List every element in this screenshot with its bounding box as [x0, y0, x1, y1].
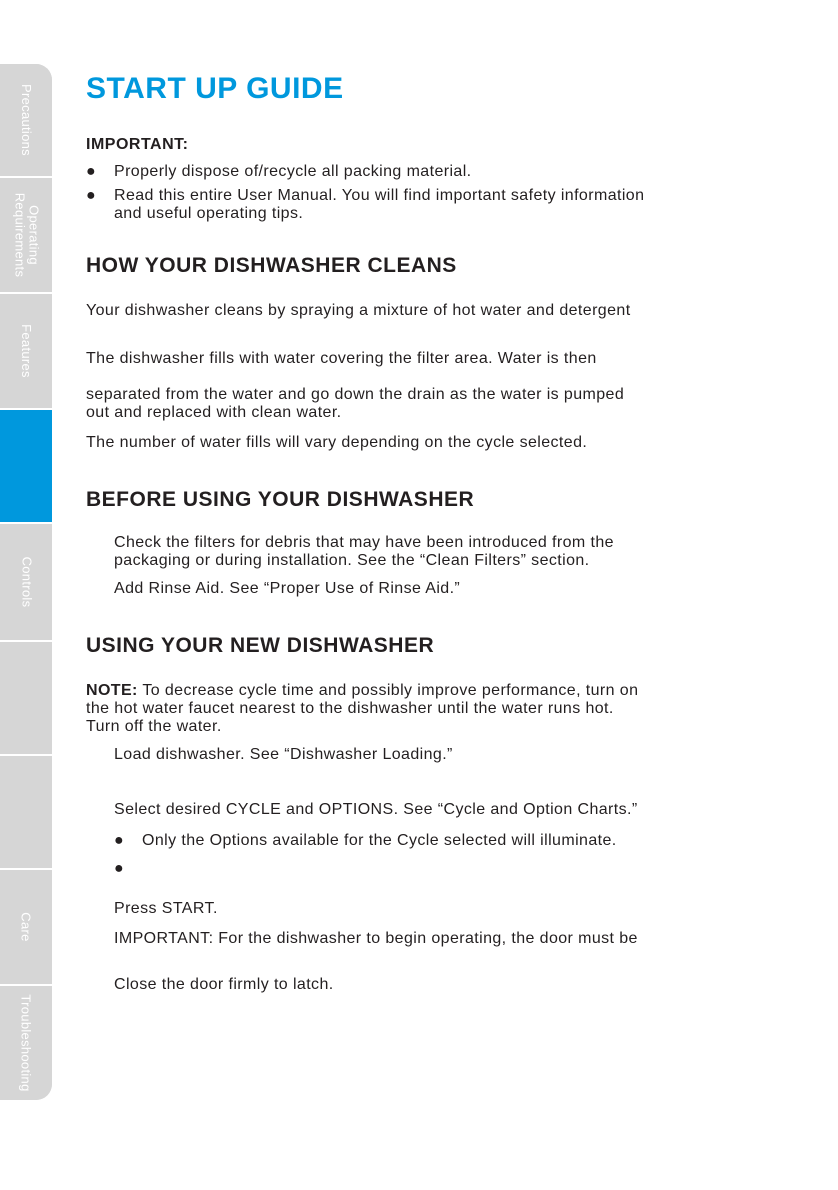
using-new-heading: USING YOUR NEW DISHWASHER [86, 634, 435, 657]
step-close-door: Close the door firmly to latch. [114, 976, 334, 993]
tab-startup-guide[interactable] [0, 410, 52, 524]
note-line-1 [86, 681, 638, 700]
tab-precautions[interactable] [0, 64, 52, 178]
important-label: IMPORTANT: [86, 136, 189, 153]
section-tabs-sidebar [0, 64, 52, 1100]
bullet-dot-icon: ● [114, 832, 125, 849]
before-using-item-2: Add Rinse Aid. See “Proper Use of Rinse Aid.” [114, 580, 461, 597]
how-cleans-paragraph-4: The number of water fills will vary depending on the cycle selected. [86, 434, 588, 451]
step-select-cycle: Select desired CYCLE and OPTIONS. See “Cycle and Option Charts.” [114, 801, 638, 818]
tab-controls[interactable] [0, 524, 52, 642]
step-press-start: Press START. [114, 900, 218, 917]
tab-troubleshooting-label: Troubleshooting [19, 994, 34, 1092]
tab-features[interactable] [0, 294, 52, 410]
note-label: NOTE: [86, 682, 138, 699]
before-using-item-1-line-1: Check the filters for debris that may have been introduced from the [114, 534, 614, 551]
tab-features-label: Features [19, 324, 35, 378]
tab-troubleshooting[interactable] [0, 986, 52, 1100]
before-using-heading: BEFORE USING YOUR DISHWASHER [86, 488, 475, 511]
note-line-3: Turn off the water. [86, 718, 222, 735]
before-using-item-1-line-2: packaging or during installation. See the “Clean Filters” section. [114, 552, 590, 569]
tab-section-7[interactable] [0, 756, 52, 870]
tab-operating-requirements-label: Operating Requirements [12, 192, 41, 278]
how-cleans-paragraph-3-line-2: out and replaced with clean water. [86, 404, 342, 421]
tab-care-label: Care [18, 912, 34, 942]
important-bullet-2-text: Read this entire User Manual. You will find important safety information [114, 187, 645, 204]
important-bullet-1-text: Properly dispose of/recycle all packing material. [114, 163, 472, 180]
tab-section-6[interactable] [0, 642, 52, 756]
bullet-dot-icon: ● [114, 860, 125, 877]
tab-care[interactable] [0, 870, 52, 986]
step-important-door: IMPORTANT: For the dishwasher to begin operating, the door must be [114, 930, 638, 947]
important-bullet-2-continuation: and useful operating tips. [114, 205, 304, 222]
step-load-dishwasher: Load dishwasher. See “Dishwasher Loading.” [114, 746, 453, 763]
how-cleans-paragraph-2: The dishwasher fills with water covering the filter area. Water is then [86, 350, 597, 367]
tab-operating-requirements[interactable] [0, 178, 52, 294]
sub-bullet-1-text: Only the Options available for the Cycle selected will illuminate. [142, 832, 617, 849]
how-cleans-heading: HOW YOUR DISHWASHER CLEANS [86, 254, 457, 277]
note-text-line-1: To decrease cycle time and possibly improve performance, turn on [137, 682, 639, 699]
bullet-dot-icon: ● [86, 187, 97, 204]
tab-precautions-label: Precautions [19, 84, 35, 156]
tab-controls-label: Controls [19, 556, 34, 608]
how-cleans-paragraph-1: Your dishwasher cleans by spraying a mixture of hot water and detergent [86, 302, 631, 319]
page-title: START UP GUIDE [86, 72, 344, 105]
note-line-2: the hot water faucet nearest to the dishwasher until the water runs hot. [86, 700, 614, 717]
bullet-dot-icon: ● [86, 163, 97, 180]
how-cleans-paragraph-3-line-1: separated from the water and go down the drain as the water is pumped [86, 386, 625, 403]
